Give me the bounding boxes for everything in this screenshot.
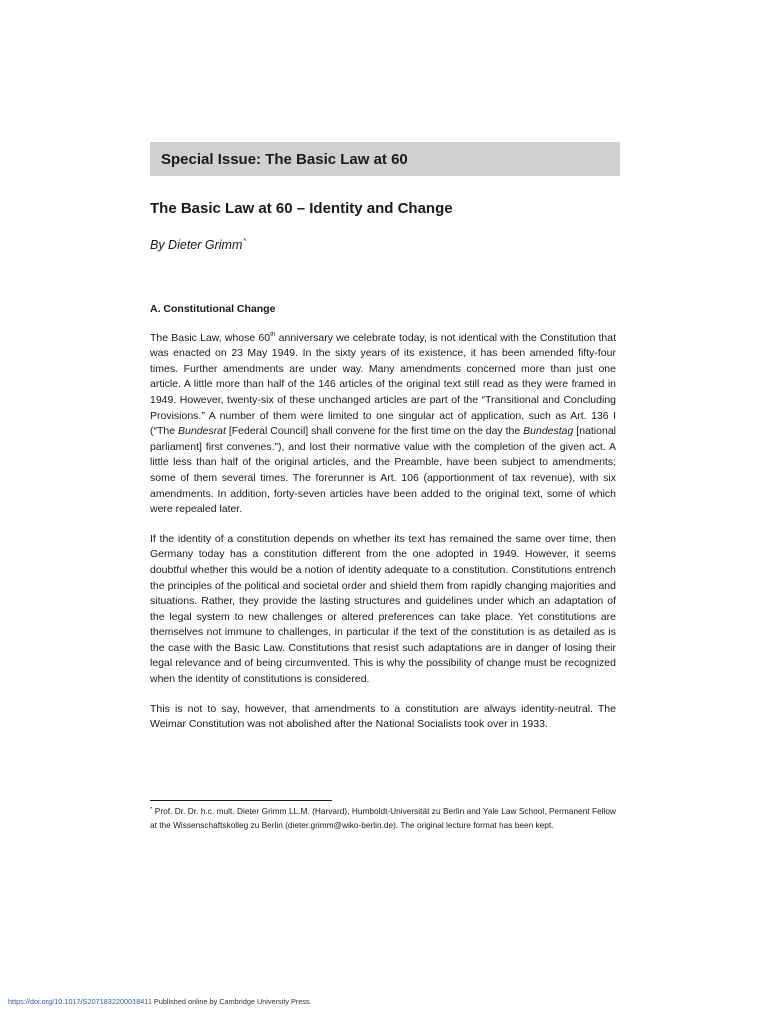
paragraph-1-text-c: [Federal Council] shall convene for the first time on the day the <box>225 425 524 438</box>
special-issue-label: Special Issue: The Basic Law at 60 <box>161 150 408 168</box>
publication-footer <box>8 997 310 1006</box>
paragraph-1 <box>150 331 616 518</box>
article-body <box>150 302 616 747</box>
published-online-text: Published online by Cambridge University Press <box>151 997 310 1006</box>
paragraph-1-text-b: anniversary we celebrate today, is not identical with the Constitution that was enacted on 23 May 1949. In the sixty years of its existence, it has been amended fifty-four times. Further amendments are under way. Many amendments concerned more than just one article. A little more than half of the 146 articles of the original text still read as they were framed in 1949. However, twenty-six of these unchanged articles are part of the “Transitional and Concluding Provisions.” A number of them were limited to one singular act of application, such as Art. 136 I (“The <box>150 331 616 438</box>
author-name: By Dieter Grimm <box>150 238 243 252</box>
author-byline <box>150 238 246 252</box>
paragraph-2: If the identity of a constitution depends on whether its text has remained the same over time, then Germany today has a constitution different from the one adopted in 1949. However, it seems doubtful whether this would be a notion of identity adequate to a constitution. Constitutions entrench the principles of the political and societal order and shield them from rapidly changing majorities and situations. Rather, they provide the lasting structures and guidelines under which an adaptation of the legal system to new challenges or altered preferences can take place. Yet constitutions are themselves not immune to challenges, in particular if the text of the constitution is as detailed as is the case with the Basic Law. Constitutions that resist such adaptations are in danger of losing their legal relevance and of being circumvented. This is why the possibility of change must be recognized when the identity of constitutions is considered. <box>150 532 616 686</box>
paragraph-1-text-d: [national parliament] first convenes.”), and lost their normative value with the completion of the given act. A little less than half of the original articles, and the Preamble, have been subject to amendments; some of them several times. The forerunner is Art. 106 (apportionment of tax revenue), with six amendments. In addition, forty-seven articles have been added to the original text, some of which were repealed later. <box>150 425 616 516</box>
ordinal-suffix: th <box>270 330 276 338</box>
footnote <box>150 805 616 832</box>
term-bundestag: Bundestag <box>523 425 574 438</box>
special-issue-banner <box>150 142 620 176</box>
paragraph-1-text-a: The Basic Law, whose 60 <box>150 331 271 344</box>
footnote-text: Prof. Dr. Dr. h.c. mult. Dieter Grimm LL.M. (Harvard), Humboldt-Universität zu Berlin and Yale Law School, Permanent Fellow at the Wissenschaftskolleg zu Berlin (dieter.grimm@wiko-berlin.de). The original lecture format has been kept. <box>150 806 616 830</box>
footnote-marker: * <box>150 807 153 813</box>
term-bundesrat: Bundesrat <box>178 425 226 438</box>
paragraph-3: This is not to say, however, that amendments to a constitution are always identity-neutral. The Weimar Constitution was not abolished after the National Socialists took over in 1933. <box>150 702 616 731</box>
doi-link[interactable]: https://doi.org/10.1017/S2071832200018411 <box>8 997 152 1006</box>
article-title: The Basic Law at 60 – Identity and Change <box>150 200 453 217</box>
author-footnote-marker: * <box>243 238 247 245</box>
footnote-separator <box>150 800 332 801</box>
section-heading: A. Constitutional Change <box>150 303 276 315</box>
